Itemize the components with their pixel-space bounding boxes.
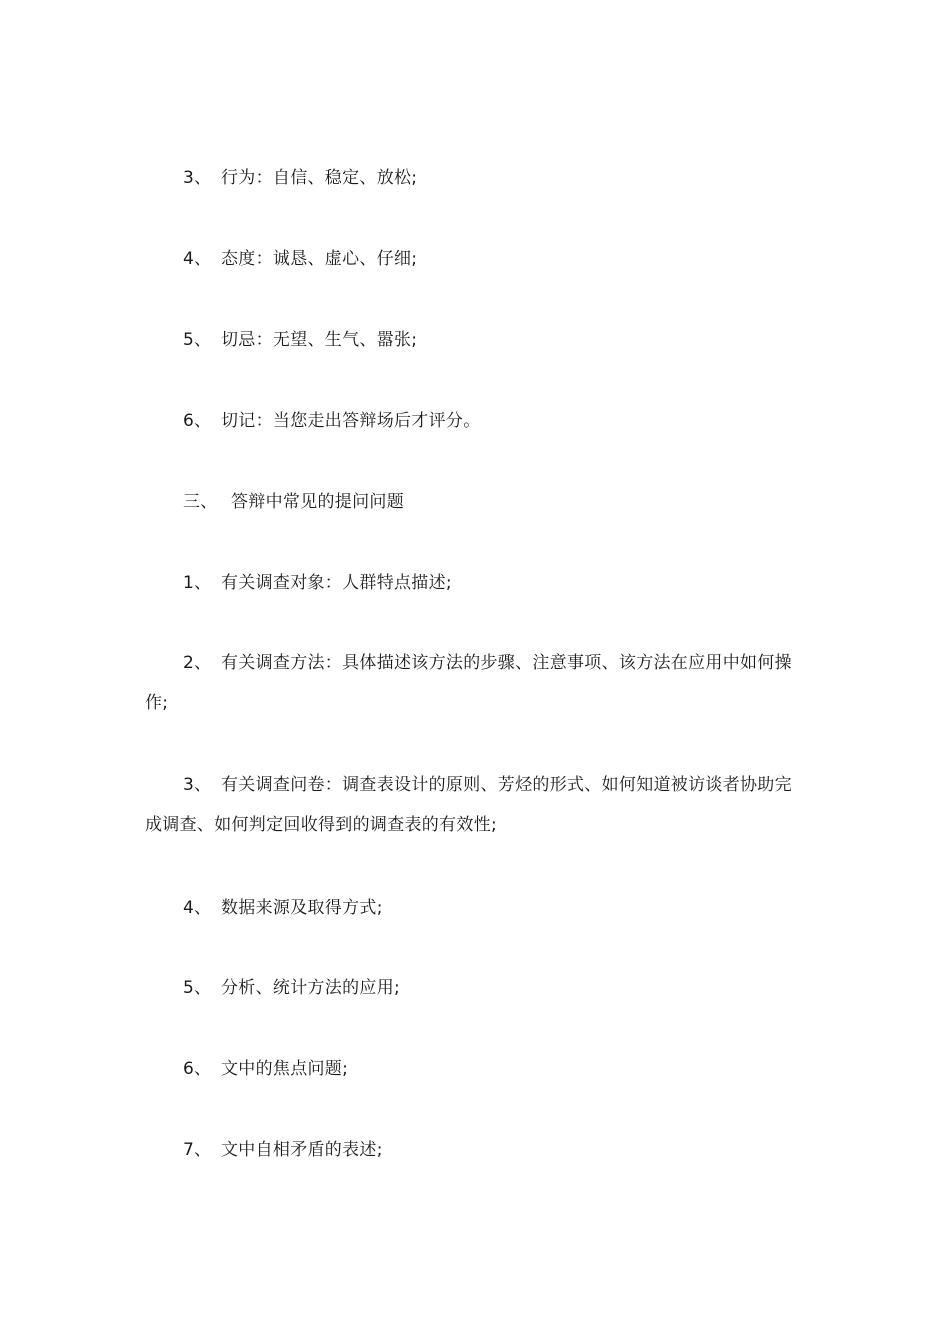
question-text: 有关调查对象：人群特点描述; bbox=[221, 573, 452, 593]
item-number: 5、 bbox=[183, 330, 212, 350]
list-item bbox=[183, 249, 417, 269]
question-item bbox=[183, 573, 452, 593]
list-item bbox=[183, 168, 417, 188]
question-text: 数据来源及取得方式; bbox=[221, 898, 383, 918]
question-number: 5、 bbox=[183, 978, 212, 998]
question-number: 1、 bbox=[183, 573, 212, 593]
question-text: 文中自相矛盾的表述; bbox=[221, 1140, 383, 1160]
question-text: 有关调查问卷：调查表设计的原则、芳烃的形式、如何知道被访谈者协助完成调查、如何判定回收得到的调查表的有效性; bbox=[145, 775, 792, 835]
item-text: 态度：诚恳、虚心、仔细; bbox=[221, 249, 418, 269]
question-number: 3、 bbox=[183, 775, 212, 795]
section-title: 答辩中常见的提问问题 bbox=[231, 492, 404, 512]
question-text: 分析、统计方法的应用; bbox=[221, 978, 401, 998]
question-item bbox=[183, 898, 383, 918]
question-item bbox=[145, 765, 805, 845]
list-item bbox=[183, 411, 481, 431]
question-text: 文中的焦点问题; bbox=[221, 1059, 349, 1079]
question-item bbox=[183, 978, 400, 998]
section-number: 三、 bbox=[183, 492, 218, 512]
item-text: 切记：当您走出答辩场后才评分。 bbox=[221, 411, 481, 431]
item-text: 切忌：无望、生气、嚣张; bbox=[221, 330, 418, 350]
question-item bbox=[183, 1059, 348, 1079]
item-number: 6、 bbox=[183, 411, 212, 431]
question-number: 4、 bbox=[183, 898, 212, 918]
question-number: 2、 bbox=[183, 653, 212, 673]
question-number: 6、 bbox=[183, 1059, 212, 1079]
question-text: 有关调查方法：具体描述该方法的步骤、注意事项、该方法在应用中如何操作; bbox=[145, 653, 792, 713]
question-item bbox=[183, 1140, 383, 1160]
list-item bbox=[183, 330, 417, 350]
question-number: 7、 bbox=[183, 1140, 212, 1160]
item-number: 4、 bbox=[183, 249, 212, 269]
section-heading bbox=[183, 492, 404, 512]
question-item bbox=[145, 643, 805, 723]
item-number: 3、 bbox=[183, 168, 212, 188]
item-text: 行为：自信、稳定、放松; bbox=[221, 168, 418, 188]
